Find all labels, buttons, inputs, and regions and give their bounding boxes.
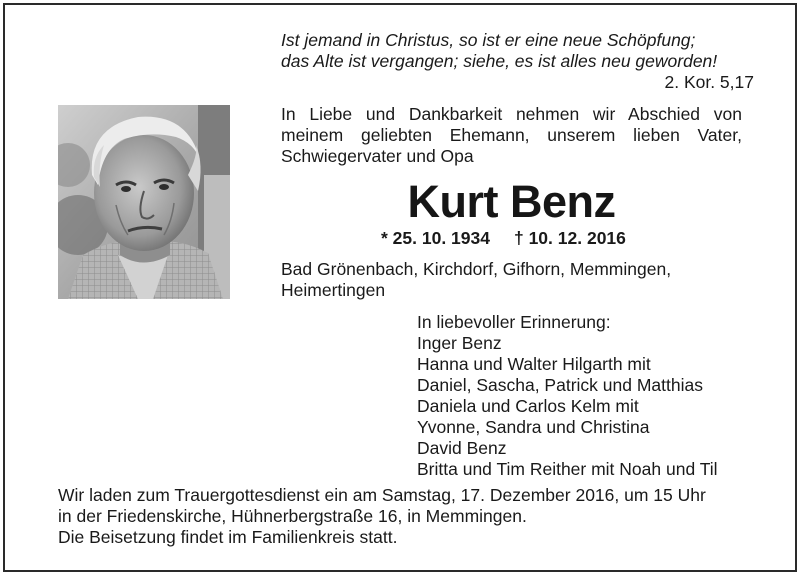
farewell-text [281, 104, 742, 167]
mourner: Britta und Tim Reither mit Noah und Til [417, 459, 718, 479]
verse-line: das Alte ist vergangen; siehe, es ist alles neu geworden! [281, 51, 718, 71]
mourners-heading: In liebevoller Erinnerung: [417, 312, 611, 332]
service-line: Wir laden zum Trauergottesdienst ein am Samstag, 17. Dezember 2016, um 15 Uhr [58, 485, 706, 505]
deceased-name: Kurt Benz [407, 176, 616, 227]
farewell-line: In Liebe und Dankbarkeit nehmen wir Abschied von [281, 104, 742, 124]
life-dates [381, 227, 626, 249]
mourner: Daniel, Sascha, Patrick und Matthias [417, 375, 703, 395]
verse-line: Ist jemand in Christus, so ist er eine neue Schöpfung; [281, 30, 696, 50]
bible-verse [281, 30, 754, 93]
portrait-photo [58, 105, 230, 299]
mourner: Hanna und Walter Hilgarth mit [417, 354, 651, 374]
mourner: David Benz [417, 438, 507, 458]
mourner: Inger Benz [417, 333, 502, 353]
funeral-service-info [58, 485, 706, 548]
death-date: † 10. 12. 2016 [513, 228, 626, 248]
verse-reference: 2. Kor. 5,17 [664, 72, 754, 92]
service-line: Die Beisetzung findet im Familienkreis statt. [58, 527, 398, 547]
mourners-list [417, 312, 718, 480]
places-line: Heimertingen [281, 280, 386, 300]
birth-date: * 25. 10. 1934 [381, 228, 490, 248]
farewell-line: Schwiegervater und Opa [281, 146, 474, 166]
places [281, 259, 671, 301]
places-line: Bad Grönenbach, Kirchdorf, Gifhorn, Memmingen, [281, 259, 672, 279]
service-line: in der Friedenskirche, Hühnerbergstraße 16, in Memmingen. [58, 506, 527, 526]
farewell-line: meinem geliebten Ehemann, unserem lieben Vater, [281, 125, 742, 145]
mourner: Yvonne, Sandra und Christina [417, 417, 650, 437]
mourner: Daniela und Carlos Kelm mit [417, 396, 639, 416]
